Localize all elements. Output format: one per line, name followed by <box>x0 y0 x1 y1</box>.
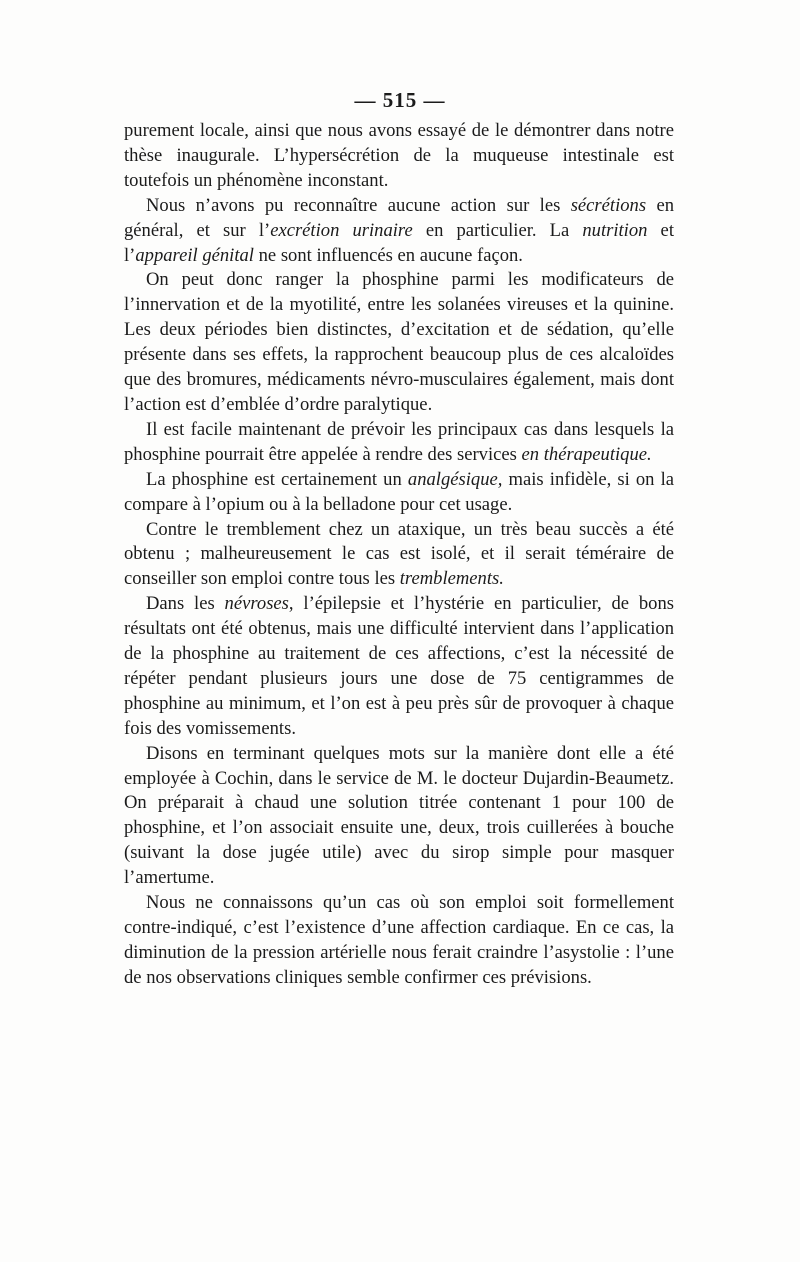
paragraph-2-italic-secretions: sécrétions <box>570 194 647 216</box>
paragraph-2-text-2: en général, et sur l’ <box>124 194 675 241</box>
paragraph-2-text-1: Nous n’avons pu reconnaître aucune action sur les <box>146 194 571 216</box>
body-text <box>124 119 674 991</box>
paragraph-5 <box>124 468 674 518</box>
paragraph-9-text: Nous ne connaissons qu’un cas où son emploi soit formellement contre-indiqué, c’est l’existence d’une affection cardiaque. En ce cas, la diminution de la pression artérielle nous ferait craindre l’asystolie : l’une de nos observations cliniques semble confirmer ces prévisions. <box>124 892 674 988</box>
page-number: — 515 — <box>354 88 446 112</box>
paragraph-2-text-3: en particulier. La <box>412 219 583 241</box>
paragraph-4 <box>124 418 674 468</box>
paragraph-3 <box>124 268 674 417</box>
paragraph-6 <box>124 518 674 593</box>
paragraph-4-italic-therapeutique: en thérapeutique. <box>521 443 652 465</box>
paragraph-2-italic-appareil: appareil génital <box>135 244 254 266</box>
paragraph-2-italic-nutrition: nutrition <box>582 219 648 241</box>
paragraph-6-italic-tremblements: tremblements. <box>399 568 504 590</box>
paragraph-8-text: Disons en terminant quelques mots sur la manière dont elle a été employée à Cochin, dans le service de M. le docteur Dujardin-Beaumetz. On préparait à chaud une solution titrée contenant 1 pour 100 de phosphine, et l’on associait ensuite une, deux, trois cuillerées à bouche (suivant la dose jugée utile) avec du sirop simple pour masquer l’amertume. <box>124 742 674 889</box>
paragraph-5-italic-analgesique: analgésique, <box>407 468 503 490</box>
paragraph-5-text-1: La phosphine est certainement un <box>146 468 408 490</box>
paragraph-7-italic-nevroses: névroses <box>224 593 289 615</box>
paragraph-2-text-5: ne sont influencés en aucune façon. <box>253 244 523 266</box>
paragraph-9 <box>124 891 674 991</box>
paragraph-2-text-4: et l’ <box>124 219 674 266</box>
paragraph-3-text: On peut donc ranger la phosphine parmi les modificateurs de l’innervation et de la myotilité, entre les solanées vireuses et la quinine. Les deux périodes bien distinctes, d’excitation et de sédation, qu’elle présente dans ses effets, la rapprochent beaucoup plus de ces alcaloïdes que des bromures, médicaments névro-musculaires également, mais dont l’action est d’emblée d’ordre paralytique. <box>124 269 674 415</box>
paragraph-4-text: Il est facile maintenant de prévoir les principaux cas dans lesquels la phosphine pourrait être appelée à rendre des services <box>124 418 674 465</box>
paragraph-7-text-2: , l’épilepsie et l’hystérie en particulier, de bons résultats ont été obtenus, mais une difficulté intervient dans l’application de la phosphine au traitement de ces affections, c’est la nécessité de répéter pendant plusieurs jours une dose de 75 centigrammes de phosphine au minimum, et l’on est à peu près sûr de provoquer à chaque fois des vomissements. <box>124 593 675 739</box>
paragraph-7-text-1: Dans les <box>146 593 225 615</box>
paragraph-5-text-2: mais infidèle, si on la compare à l’opium ou à la belladone pour cet usage. <box>124 468 674 515</box>
paragraph-6-text: Contre le tremblement chez un ataxique, un très beau succès a été obtenu ; malheureusement le cas est isolé, et il serait téméraire de conseiller son emploi contre tous les <box>124 518 674 590</box>
paragraph-2-italic-excretion: excrétion urinaire <box>270 219 413 241</box>
paragraph-8 <box>124 742 674 891</box>
paragraph-2 <box>124 194 674 269</box>
paragraph-7 <box>124 592 674 741</box>
paragraph-1 <box>124 119 674 194</box>
paragraph-1-text: purement locale, ainsi que nous avons essayé de le démontrer dans notre thèse inaugurale. L’hypersécrétion de la muqueuse intestinale est toutefois un phénomène inconstant. <box>124 120 674 191</box>
